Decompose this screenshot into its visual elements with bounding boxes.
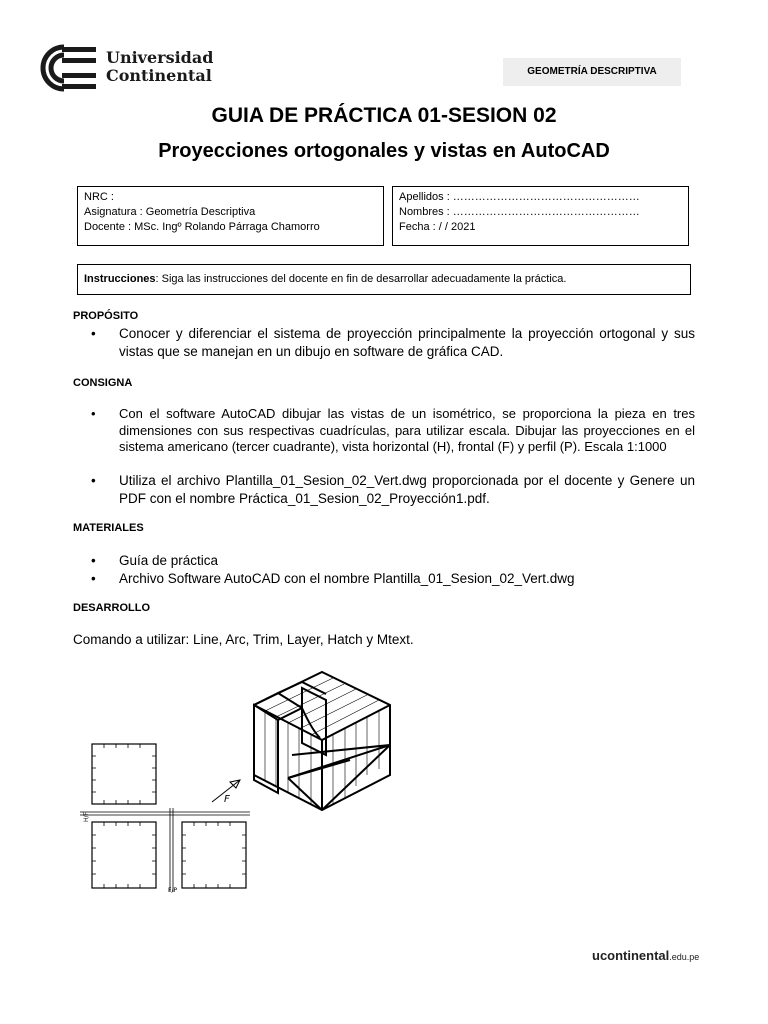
list-item: • Archivo Software AutoCAD con el nombre Plantilla_01_Sesion_02_Vert.dwg	[91, 571, 575, 586]
list-item: • Conocer y diferenciar el sistema de proyección principalmente la proyección ortogonal y sus vistas que se manejan en un dibujo en software de gráfica CAD.	[91, 326, 695, 359]
logo-text-line1: Universidad	[106, 48, 214, 67]
isometric-drawing	[80, 660, 410, 910]
footer-brand-name: ucontinental	[592, 948, 670, 963]
section-heading-desarrollo: DESARROLLO	[73, 602, 150, 614]
course-info-box	[77, 186, 384, 246]
page-subtitle: Proyecciones ortogonales y vistas en AutoCAD	[158, 140, 610, 162]
section-heading-materiales: MATERIALES	[73, 522, 144, 534]
page-title: GUIA DE PRÁCTICA 01-SESION 02	[211, 104, 557, 127]
list-item: • Utiliza el archivo Plantilla_01_Sesion_02_Vert.dwg proporcionada por el docente y Genere un PDF con el nombre Práctica_01_Sesion_02_Proyección1.pdf.	[91, 473, 695, 506]
view-f-grid	[92, 822, 156, 888]
student-info-box	[392, 186, 689, 246]
info-apellidos: Apellidos : ……………………………………………	[399, 191, 640, 203]
instructions-label: Instrucciones	[84, 273, 156, 285]
university-logo	[34, 44, 214, 92]
comando-text: Comando a utilizar: Line, Arc, Trim, Layer, Hatch y Mtext.	[73, 632, 414, 647]
list-item: • Guía de práctica	[91, 553, 219, 568]
info-docente: Docente : MSc. Ingº Rolando Párraga Chamorro	[84, 221, 320, 233]
course-badge: GEOMETRÍA DESCRIPTIVA	[503, 58, 681, 86]
logo-text-line2: Continental	[106, 66, 212, 85]
info-nombres: Nombres : ……………………………………………	[399, 206, 640, 218]
instructions-text: : Siga las instrucciones del docente en fin de desarrollar adecuadamente la práctica.	[155, 273, 567, 285]
section-heading-consigna: CONSIGNA	[73, 377, 133, 389]
view-p-grid	[182, 822, 246, 888]
list-item: • Con el software AutoCAD dibujar las vistas de un isométrico, se proporciona la pieza en tres dimensiones con sus respectivas cuadrículas, para utilizar escala. Dibujar las proyecciones en el sistema americano (tercer cuadrante), vista horizontal (H), frontal (F) y perfil (P). Escala 1:1000	[91, 406, 695, 454]
info-asignatura: Asignatura : Geometría Descriptiva	[84, 206, 256, 218]
info-nrc: NRC :	[84, 191, 114, 203]
label-fp: F/P	[168, 887, 178, 894]
info-fecha: Fecha : / / 2021	[399, 221, 476, 233]
logo-mark-icon	[34, 44, 98, 92]
section-heading-proposito: PROPÓSITO	[73, 310, 139, 322]
arrow-label: F	[224, 794, 230, 805]
label-hf: H/F	[83, 812, 90, 822]
footer-domain: .edu.pe	[669, 952, 700, 962]
view-h-grid	[92, 744, 156, 804]
instructions-box	[77, 264, 691, 295]
footer-brand	[592, 948, 699, 963]
